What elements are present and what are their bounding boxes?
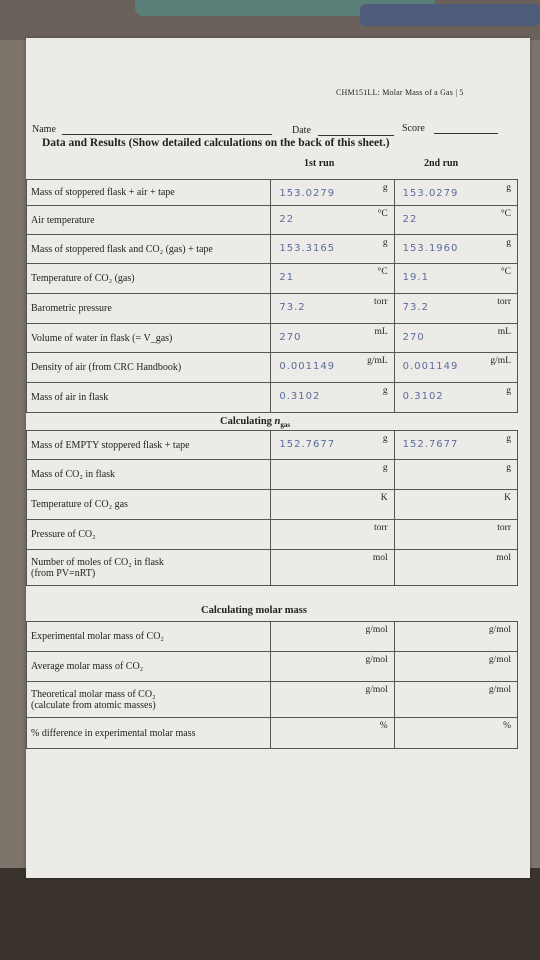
data-unit: g [382,238,388,248]
n-unit: K [504,493,511,503]
data-unit: °C [377,267,388,277]
data-unit: g [382,386,388,396]
data-run1-cell[interactable] [271,383,394,413]
data-handwritten-value: 22 [402,214,418,225]
n-label-sub: (from PV=nRT) [31,567,96,579]
n-row [27,520,518,550]
molar-label-cell [27,652,271,682]
data-handwritten-value: 153.0279 [402,188,459,199]
n-run1-cell[interactable] [271,550,394,586]
data-unit: torr [373,297,388,307]
data-handwritten-value: 153.1960 [402,243,459,254]
molar-run1-cell[interactable] [271,718,394,749]
data-label-cell [27,235,271,264]
data-label-cell [27,206,271,235]
molar-run1-cell[interactable] [271,652,394,682]
data-row [27,294,518,324]
n-unit: torr [373,523,388,533]
data-label: Mass of stoppered flask + air + tape [31,187,175,198]
data-handwritten-value: 0.3102 [402,391,444,402]
data-label-cell [27,180,271,206]
data-run1-cell[interactable] [271,180,394,206]
n-run2-cell[interactable] [394,520,517,550]
data-label: Temperature of CO₂ (gas) [31,273,135,284]
data-handwritten-value: 73.2 [279,302,306,313]
data-row [27,383,518,413]
data-handwritten-value: 0.001149 [279,361,336,372]
date-line[interactable] [318,135,394,136]
n-unit: K [380,493,388,503]
molar-unit: g/mol [365,685,388,695]
data-row [27,264,518,294]
section-n-header: Calculating $n_{gas}$ [220,416,291,430]
molar-run2-cell[interactable] [394,718,517,749]
n-label: Temperature of CO₂ gas [31,499,128,510]
n-handwritten-value: 152.7677 [279,439,336,450]
data-row [27,324,518,353]
score-label: Score [402,123,425,134]
section-title: Data and Results (Show detailed calculations on the back of this sheet.) [42,137,390,149]
data-handwritten-value: 153.3165 [279,243,336,254]
n-run1-cell[interactable] [271,431,394,460]
run2-header: 2nd run [424,158,459,169]
n-label-cell [27,431,271,460]
n-unit: g [382,463,388,473]
molar-run1-cell[interactable] [271,622,394,652]
molar-label: Average molar mass of CO₂ [31,661,144,672]
data-unit: mL [497,327,511,337]
molar-label: Theoretical molar mass of CO₂ [31,688,156,700]
data-run1-cell[interactable] [271,324,394,353]
data-label: Mass of stoppered flask and CO₂ (gas) + tape [31,243,213,255]
n-table [26,430,518,586]
molar-unit: % [379,721,388,731]
molar-unit: g/mol [365,655,388,665]
data-row [27,206,518,235]
n-label: Pressure of CO₂ [31,529,96,540]
pen-cap-image [360,4,540,26]
n-label-cell [27,490,271,520]
n-run2-cell[interactable] [394,490,517,520]
n-unit: mol [496,553,511,563]
data-unit: g [506,386,511,396]
molar-label: Experimental molar mass of CO₂ [31,631,164,642]
data-label: Barometric pressure [31,303,112,314]
data-unit: g/mL [367,356,388,366]
data-run1-cell[interactable] [271,206,394,235]
n-label-cell [27,460,271,490]
data-handwritten-value: 0.3102 [279,391,321,402]
molar-row [27,652,518,682]
n-label: Mass of CO₂ in flask [31,469,116,480]
data-run2-cell[interactable] [394,324,517,353]
data-unit: g [506,238,511,248]
data-row [27,235,518,264]
data-label-cell [27,383,271,413]
n-run1-cell[interactable] [271,520,394,550]
n-label: Mass of EMPTY stoppered flask + tape [31,439,190,451]
molar-table [26,621,518,749]
molar-row [27,682,518,718]
molar-label-sub: (calculate from atomic masses) [31,699,156,711]
data-label: Volume of water in flask (= V_gas) [31,332,173,344]
desk-shadow [0,868,540,960]
data-label: Mass of air in flask [31,392,109,403]
n-run2-cell[interactable] [394,460,517,490]
score-line[interactable] [434,133,498,134]
molar-label-cell [27,718,271,749]
worksheet-page [26,38,530,878]
n-row [27,460,518,490]
data-run2-cell[interactable] [394,235,517,264]
data-label: Air temperature [31,214,95,226]
molar-run2-cell[interactable] [394,682,517,718]
data-label-cell [27,294,271,324]
data-handwritten-value: 19.1 [402,272,429,283]
molar-label-cell [27,682,271,718]
data-row [27,180,518,206]
molar-run2-cell[interactable] [394,622,517,652]
data-handwritten-value: 0.001149 [402,361,459,372]
data-unit: mL [374,327,388,337]
data-run2-cell[interactable] [394,264,517,294]
molar-row [27,622,518,652]
molar-label-cell [27,622,271,652]
data-unit: g [382,183,388,193]
molar-unit: g/mol [488,685,511,695]
data-handwritten-value: 21 [279,272,295,283]
data-run2-cell[interactable] [394,206,517,235]
molar-unit: g/mol [488,625,511,635]
n-unit: g [506,434,511,444]
data-label: Density of air (from CRC Handbook) [31,362,182,373]
data-run2-cell[interactable] [394,383,517,413]
name-line[interactable] [62,134,272,135]
data-handwritten-value: 270 [279,332,302,343]
data-unit: g/mL [490,356,511,366]
molar-run2-cell[interactable] [394,652,517,682]
data-row [27,353,518,383]
data-unit: °C [500,209,511,219]
molar-unit: % [503,721,511,731]
molar-label: % difference in experimental molar mass [31,727,196,739]
n-unit: g [506,463,511,473]
data-run1-cell[interactable] [271,353,394,383]
data-run2-cell[interactable] [394,180,517,206]
n-label-cell [27,550,271,586]
data-unit: g [506,183,511,193]
data-label-cell [27,353,271,383]
n-run1-cell[interactable] [271,490,394,520]
data-unit: °C [500,267,511,277]
n-row [27,550,518,586]
course-header: CHM151LL: Molar Mass of a Gas | 5 [336,88,464,97]
molar-row [27,718,518,749]
molar-run1-cell[interactable] [271,682,394,718]
n-label: Number of moles of CO₂ in flask [31,556,164,568]
data-run2-cell[interactable] [394,353,517,383]
n-unit: torr [497,523,511,533]
data-handwritten-value: 22 [279,214,295,225]
data-unit: °C [377,209,388,219]
data-run2-cell[interactable] [394,294,517,324]
run1-header: 1st run [304,158,335,169]
n-row [27,431,518,460]
data-table [26,179,518,413]
date-label: Date [292,125,311,136]
data-handwritten-value: 153.0279 [279,188,336,199]
n-run1-cell[interactable] [271,460,394,490]
data-label-cell [27,324,271,353]
data-run1-cell[interactable] [271,294,394,324]
n-handwritten-value: 152.7677 [402,439,459,450]
n-unit: g [382,434,388,444]
n-row [27,490,518,520]
n-run2-cell[interactable] [394,431,517,460]
data-unit: torr [497,297,511,307]
molar-unit: g/mol [488,655,511,665]
n-unit: mol [372,553,388,563]
n-run2-cell[interactable] [394,550,517,586]
data-handwritten-value: 73.2 [402,302,429,313]
molar-unit: g/mol [365,625,388,635]
n-label-cell [27,520,271,550]
name-label: Name [32,124,56,135]
section-m-header: Calculating molar mass [201,605,307,616]
data-run1-cell[interactable] [271,264,394,294]
data-label-cell [27,264,271,294]
data-handwritten-value: 270 [402,332,425,343]
data-run1-cell[interactable] [271,235,394,264]
